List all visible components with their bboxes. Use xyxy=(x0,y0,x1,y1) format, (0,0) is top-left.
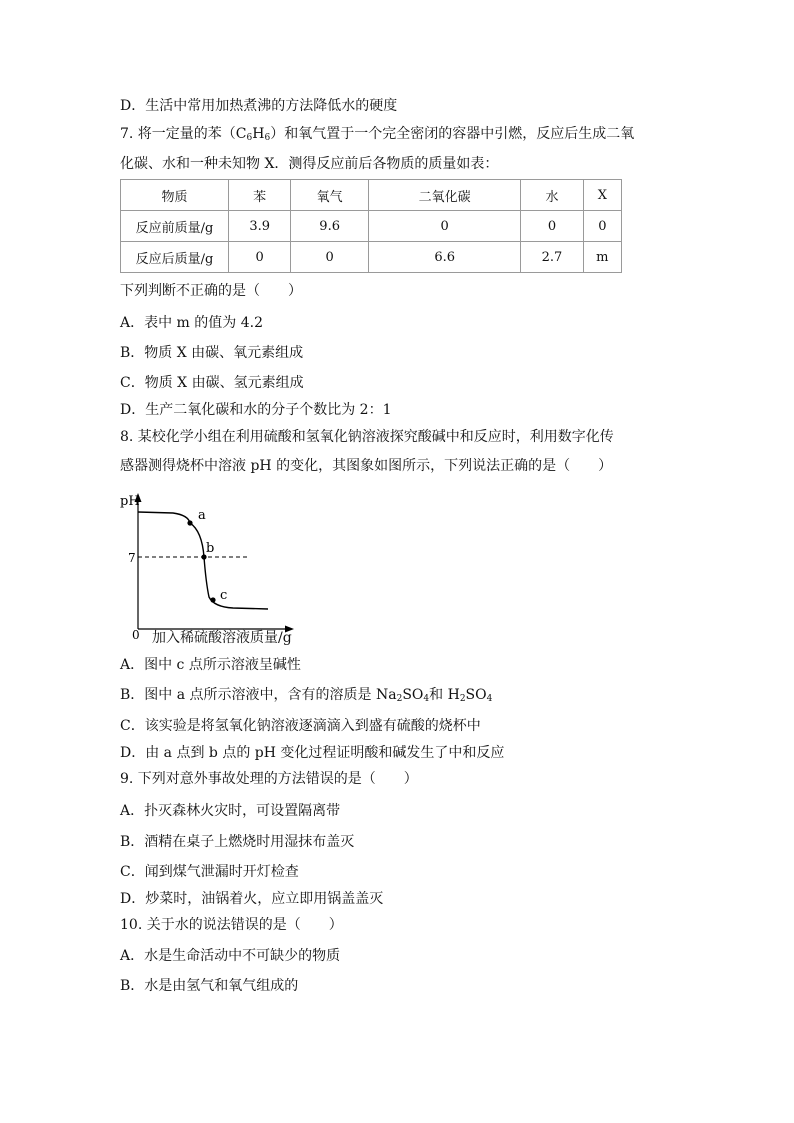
table-cell: 物质 xyxy=(121,180,229,211)
table-cell: 9.6 xyxy=(291,211,369,242)
ph-curve xyxy=(138,512,268,609)
q9-stem: 9. 下列对意外事故处理的方法错误的是（ ） xyxy=(120,771,418,787)
table-cell: 反应后质量/g xyxy=(121,242,229,273)
point-c-label: c xyxy=(220,588,228,603)
q8-option-a: A．图中 c 点所示溶液呈碱性 xyxy=(120,657,301,673)
q10-stem: 10. 关于水的说法错误的是（ ） xyxy=(120,917,343,933)
table-cell: m xyxy=(583,242,621,273)
q7-option-a: A．表中 m 的值为 4.2 xyxy=(120,315,264,331)
origin-label: 0 xyxy=(132,628,140,642)
q7-option-b: B．物质 X 由碳、氧元素组成 xyxy=(120,345,304,361)
table-cell: 二氧化碳 xyxy=(368,180,520,211)
q8-stem-line-1: 8. 某校化学小组在利用硫酸和氢氧化钠溶液探究酸碱中和反应时，利用数字化传 xyxy=(120,429,614,445)
table-cell: 反应前质量/g xyxy=(121,211,229,242)
point-a-label: a xyxy=(198,508,206,523)
point-a xyxy=(187,520,192,525)
table-cell: 0 xyxy=(229,242,291,273)
q8-option-d: D．由 a 点到 b 点的 pH 变化过程证明酸和碱发生了中和反应 xyxy=(120,745,505,761)
table-cell: 氧气 xyxy=(291,180,369,211)
table-cell: 苯 xyxy=(229,180,291,211)
ph7-tick-label: 7 xyxy=(128,551,136,565)
point-b-label: b xyxy=(206,541,215,556)
q7-option-d: D．生产二氧化碳和水的分子个数比为 2：1 xyxy=(120,402,392,418)
x-axis-label: 加入稀硫酸溶液质量/g xyxy=(152,630,292,646)
q8-stem-line-2: 感器测得烧杯中溶液 pH 的变化，其图象如图所示，下列说法正确的是（ ） xyxy=(120,458,613,474)
table-cell: 6.6 xyxy=(368,242,520,273)
table-cell: 2.7 xyxy=(521,242,583,273)
q8-option-c: C．该实验是将氢氧化钠溶液逐滴滴入到盛有硫酸的烧杯中 xyxy=(120,718,481,734)
q8-option-b: B．图中 a 点所示溶液中，含有的溶质是 $Na_2SO_4$和 $H_2SO_4$ xyxy=(120,687,493,704)
q10-option-b: B．水是由氢气和氧气组成的 xyxy=(120,978,299,994)
q7-stem-line-1: 7. 将一定量的苯$(C_6H_6)$和氧气置于一个完全密闭的容器中引燃，反应后生成二氧 xyxy=(120,126,635,143)
table-cell: 3.9 xyxy=(229,211,291,242)
table-cell: 0 xyxy=(368,211,520,242)
table-cell: X xyxy=(583,180,621,211)
mass-table xyxy=(120,179,622,273)
table-header-row xyxy=(121,180,622,211)
table-cell: 0 xyxy=(291,242,369,273)
q7-stem-line-2: 化碳、水和一种未知物 X．测得反应前后各物质的质量如表： xyxy=(120,156,499,172)
table-cell: 0 xyxy=(521,211,583,242)
q7-option-c: C．物质 X 由碳、氢元素组成 xyxy=(120,375,304,391)
y-axis-label: pH xyxy=(120,494,140,509)
table-cell: 0 xyxy=(583,211,621,242)
ph-chart xyxy=(118,489,308,645)
table-cell: 水 xyxy=(521,180,583,211)
table-row xyxy=(121,242,622,273)
q9-option-b: B．酒精在桌子上燃烧时用湿抹布盖灭 xyxy=(120,834,355,850)
q9-option-d: D．炒菜时，油锅着火，应立即用锅盖盖灭 xyxy=(120,891,384,907)
q9-option-a: A．扑灭森林火灾时，可设置隔离带 xyxy=(120,803,341,819)
q6-option-d: D．生活中常用加热煮沸的方法降低水的硬度 xyxy=(120,98,398,114)
table-row xyxy=(121,211,622,242)
point-c xyxy=(210,597,215,602)
q10-option-a: A．水是生命活动中不可缺少的物质 xyxy=(120,948,341,964)
q9-option-c: C．闻到煤气泄漏时开灯检查 xyxy=(120,864,299,880)
q7-question: 下列判断不正确的是（ ） xyxy=(120,283,302,299)
